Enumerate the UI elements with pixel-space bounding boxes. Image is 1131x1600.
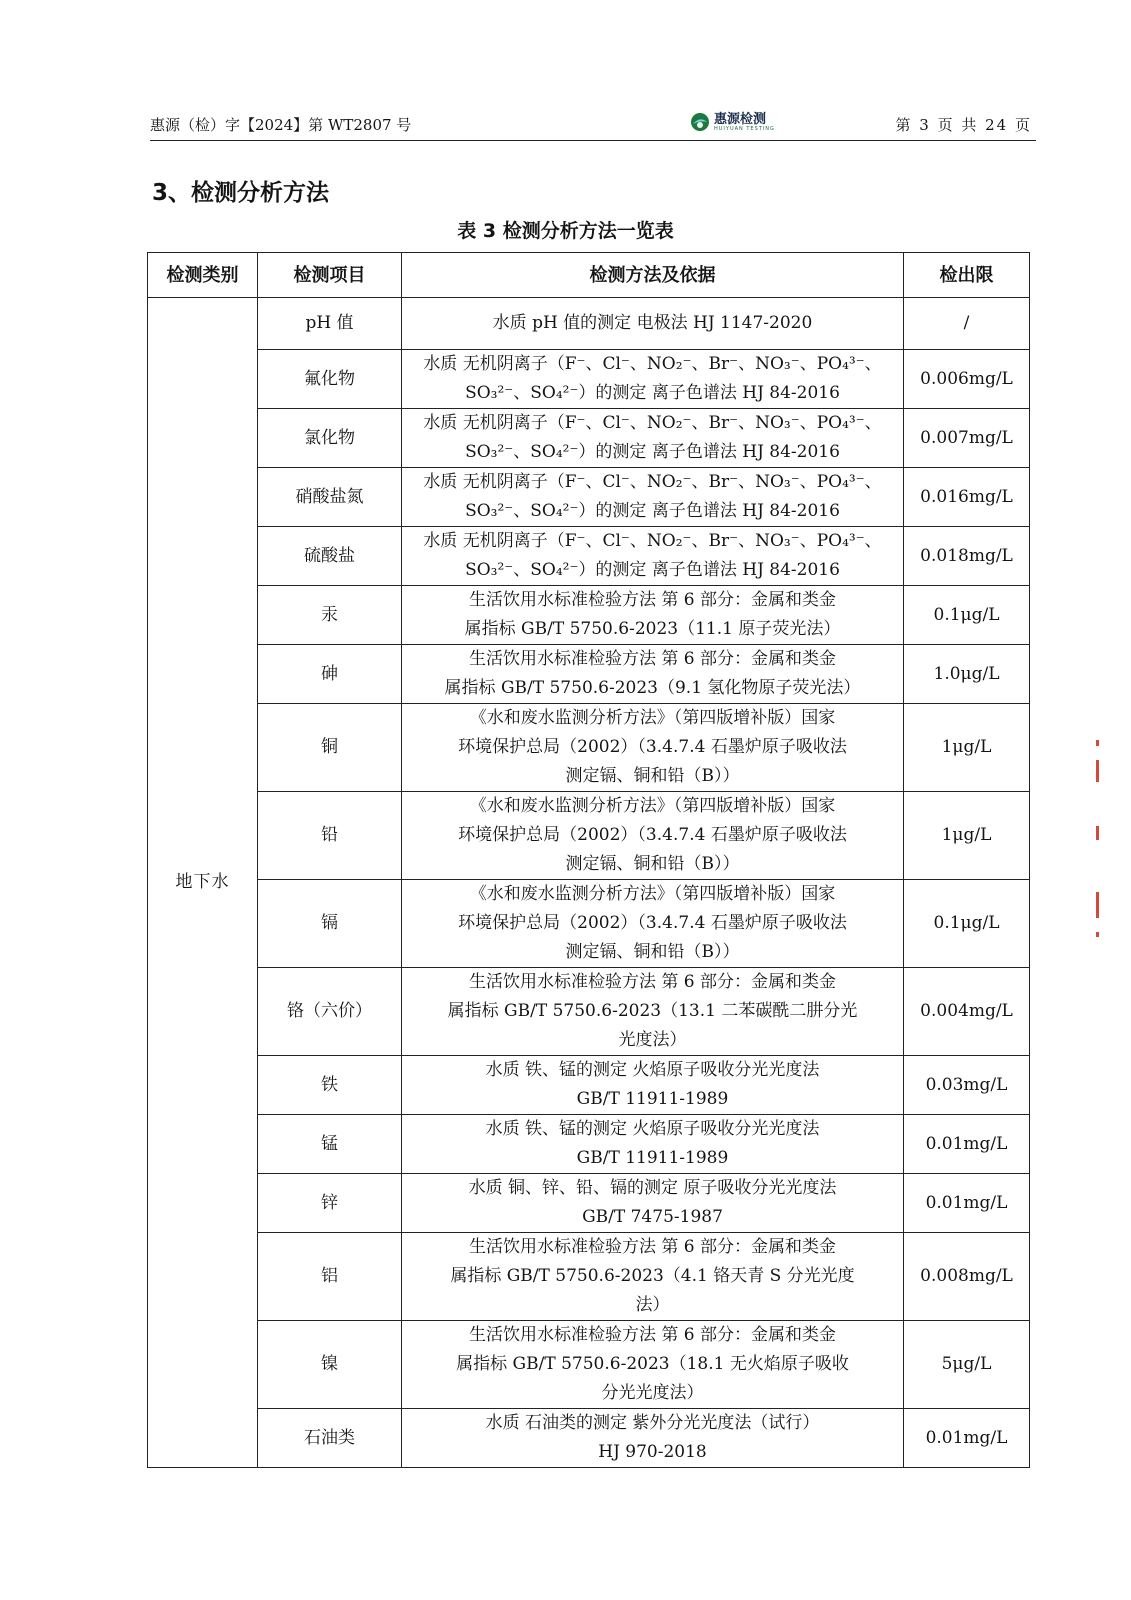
table-row: [148, 1321, 1030, 1409]
method-line: 环境保护总局（2002）（3.4.7.4 石墨炉原子吸收法: [458, 913, 847, 933]
item-cell: 铜: [258, 704, 402, 792]
method-line: 属指标 GB/T 5750.6-2023（18.1 无火焰原子吸收: [456, 1354, 849, 1374]
item-cell: 镉: [258, 880, 402, 968]
method-line: 环境保护总局（2002）（3.4.7.4 石墨炉原子吸收法: [458, 825, 847, 845]
method-line: 《水和废水监测分析方法》（第四版增补版）国家: [469, 884, 836, 904]
method-cell: [402, 350, 904, 409]
method-line: 水质 铜、锌、铅、镉的测定 原子吸收分光光度法: [468, 1178, 837, 1198]
header-method: 检测方法及依据: [402, 253, 904, 298]
methods-table: [147, 252, 1030, 1468]
method-line: 法）: [635, 1295, 670, 1315]
item-cell: pH 值: [258, 298, 402, 350]
method-cell: [402, 968, 904, 1056]
table-row: [148, 704, 1030, 792]
item-cell: 铝: [258, 1233, 402, 1321]
method-cell: [402, 1174, 904, 1233]
limit-cell: 1μg/L: [904, 704, 1030, 792]
method-cell: [402, 468, 904, 527]
table-header-row: [148, 253, 1030, 298]
item-cell: 汞: [258, 586, 402, 645]
logo-icon: [690, 112, 710, 132]
method-cell: [402, 645, 904, 704]
method-line: GB/T 11911-1989: [576, 1148, 729, 1168]
method-line: 生活饮用水标准检验方法 第 6 部分：金属和类金: [468, 649, 837, 669]
item-cell: 锌: [258, 1174, 402, 1233]
item-cell: 铁: [258, 1056, 402, 1115]
method-line: 环境保护总局（2002）（3.4.7.4 石墨炉原子吸收法: [458, 737, 847, 757]
table-row: [148, 468, 1030, 527]
limit-cell: 0.006mg/L: [904, 350, 1030, 409]
table-row: [148, 880, 1030, 968]
method-line: 《水和废水监测分析方法》（第四版增补版）国家: [469, 708, 836, 728]
method-line: 测定镉、铜和铅（B））: [565, 942, 740, 962]
logo-subtext: HUIYUAN TESTING: [714, 125, 775, 132]
limit-cell: 0.01mg/L: [904, 1115, 1030, 1174]
limit-cell: 0.016mg/L: [904, 468, 1030, 527]
section-title: 3、检测分析方法: [152, 180, 330, 206]
table-caption: 表 3 检测分析方法一览表: [457, 220, 674, 242]
item-cell: 硫酸盐: [258, 527, 402, 586]
page-number: 第 3 页 共 24 页: [895, 116, 1032, 134]
seal-edge-marks: [1096, 740, 1106, 960]
method-cell: [402, 792, 904, 880]
method-line: 属指标 GB/T 5750.6-2023（13.1 二苯碳酰二肼分光: [447, 1001, 858, 1021]
table-row: [148, 527, 1030, 586]
table-row: [148, 968, 1030, 1056]
limit-cell: 0.018mg/L: [904, 527, 1030, 586]
method-line: 测定镉、铜和铅（B））: [565, 854, 740, 874]
table-row: [148, 1115, 1030, 1174]
limit-cell: 0.008mg/L: [904, 1233, 1030, 1321]
method-line: 水质 pH 值的测定 电极法 HJ 1147-2020: [492, 313, 813, 333]
method-line: SO₃²⁻、SO₄²⁻）的测定 离子色谱法 HJ 84-2016: [465, 383, 840, 403]
table-row: [148, 1174, 1030, 1233]
logo-text: 惠源检测: [714, 111, 767, 127]
method-cell: [402, 1409, 904, 1468]
item-cell: 氯化物: [258, 409, 402, 468]
method-cell: [402, 1233, 904, 1321]
table-row: [148, 1409, 1030, 1468]
limit-cell: 0.004mg/L: [904, 968, 1030, 1056]
table-row: [148, 1056, 1030, 1115]
method-line: 属指标 GB/T 5750.6-2023（9.1 氢化物原子荧光法）: [444, 678, 861, 698]
item-cell: 锰: [258, 1115, 402, 1174]
method-cell: [402, 527, 904, 586]
limit-cell: 0.03mg/L: [904, 1056, 1030, 1115]
method-line: GB/T 7475-1987: [582, 1207, 723, 1227]
category-cell: 地下水: [148, 298, 258, 1468]
method-line: 分光光度法）: [601, 1383, 704, 1403]
method-cell: [402, 1115, 904, 1174]
limit-cell: 0.01mg/L: [904, 1409, 1030, 1468]
table-row: [148, 792, 1030, 880]
method-cell: [402, 1321, 904, 1409]
method-line: SO₃²⁻、SO₄²⁻）的测定 离子色谱法 HJ 84-2016: [465, 442, 840, 462]
method-cell: [402, 298, 904, 350]
limit-cell: 5μg/L: [904, 1321, 1030, 1409]
method-line: SO₃²⁻、SO₄²⁻）的测定 离子色谱法 HJ 84-2016: [465, 501, 840, 521]
limit-cell: 0.01mg/L: [904, 1174, 1030, 1233]
header-category: 检测类别: [148, 253, 258, 298]
method-cell: [402, 880, 904, 968]
method-cell: [402, 586, 904, 645]
table-row: [148, 350, 1030, 409]
header-limit: 检出限: [904, 253, 1030, 298]
method-line: 《水和废水监测分析方法》（第四版增补版）国家: [469, 796, 836, 816]
limit-cell: 0.007mg/L: [904, 409, 1030, 468]
company-logo: [690, 112, 775, 132]
limit-cell: 0.1μg/L: [904, 880, 1030, 968]
item-cell: 铬（六价）: [258, 968, 402, 1056]
table-row: [148, 298, 1030, 350]
method-line: 水质 铁、锰的测定 火焰原子吸收分光光度法: [485, 1060, 820, 1080]
method-line: 生活饮用水标准检验方法 第 6 部分：金属和类金: [468, 972, 837, 992]
method-cell: [402, 704, 904, 792]
method-line: 水质 铁、锰的测定 火焰原子吸收分光光度法: [485, 1119, 820, 1139]
method-line: 光度法）: [618, 1030, 687, 1050]
method-line: 生活饮用水标准检验方法 第 6 部分：金属和类金: [468, 590, 837, 610]
method-cell: [402, 409, 904, 468]
method-line: SO₃²⁻、SO₄²⁻）的测定 离子色谱法 HJ 84-2016: [465, 560, 840, 580]
method-line: 水质 石油类的测定 紫外分光光度法（试行）: [485, 1413, 820, 1433]
item-cell: 石油类: [258, 1409, 402, 1468]
method-line: 水质 无机阴离子（F⁻、Cl⁻、NO₂⁻、Br⁻、NO₃⁻、PO₄³⁻、: [423, 354, 882, 374]
method-cell: [402, 1056, 904, 1115]
method-line: GB/T 11911-1989: [576, 1089, 729, 1109]
method-line: 水质 无机阴离子（F⁻、Cl⁻、NO₂⁻、Br⁻、NO₃⁻、PO₄³⁻、: [423, 472, 882, 492]
item-cell: 镍: [258, 1321, 402, 1409]
item-cell: 氟化物: [258, 350, 402, 409]
method-line: 属指标 GB/T 5750.6-2023（4.1 铬天青 S 分光光度: [450, 1266, 855, 1286]
table-row: [148, 586, 1030, 645]
item-cell: 铅: [258, 792, 402, 880]
limit-cell: 1.0μg/L: [904, 645, 1030, 704]
method-line: 水质 无机阴离子（F⁻、Cl⁻、NO₂⁻、Br⁻、NO₃⁻、PO₄³⁻、: [423, 531, 882, 551]
method-line: 生活饮用水标准检验方法 第 6 部分：金属和类金: [468, 1237, 837, 1257]
table-row: [148, 409, 1030, 468]
limit-cell: /: [904, 298, 1030, 350]
method-line: 水质 无机阴离子（F⁻、Cl⁻、NO₂⁻、Br⁻、NO₃⁻、PO₄³⁻、: [423, 413, 882, 433]
method-line: HJ 970-2018: [598, 1442, 707, 1462]
limit-cell: 1μg/L: [904, 792, 1030, 880]
method-line: 测定镉、铜和铅（B））: [565, 766, 740, 786]
limit-cell: 0.1μg/L: [904, 586, 1030, 645]
table-row: [148, 645, 1030, 704]
report-number: 惠源（检）字【2024】第 WT2807 号: [150, 116, 412, 134]
method-line: 属指标 GB/T 5750.6-2023（11.1 原子荧光法）: [464, 619, 841, 639]
item-cell: 砷: [258, 645, 402, 704]
header-item: 检测项目: [258, 253, 402, 298]
page-header: [150, 112, 1036, 141]
table-row: [148, 1233, 1030, 1321]
method-line: 生活饮用水标准检验方法 第 6 部分：金属和类金: [468, 1325, 837, 1345]
item-cell: 硝酸盐氮: [258, 468, 402, 527]
